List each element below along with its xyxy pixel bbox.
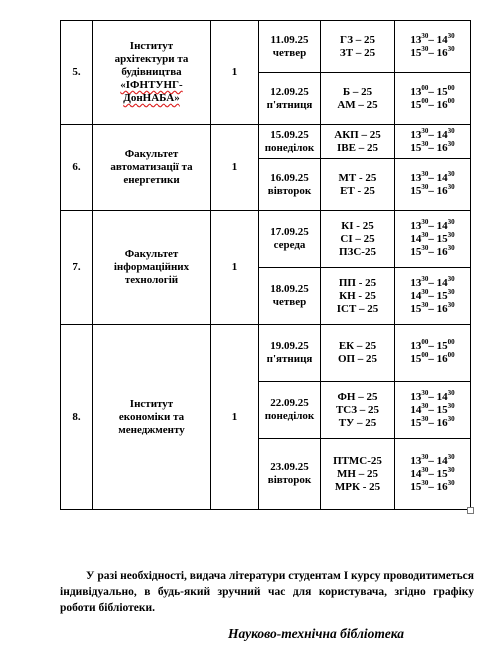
date-cell bbox=[259, 439, 321, 510]
count-cell: 1 bbox=[211, 211, 259, 325]
end-minute: 00 bbox=[447, 351, 455, 359]
end-hour: 16 bbox=[436, 141, 448, 154]
start-hour: 14 bbox=[410, 289, 422, 302]
start-hour: 15 bbox=[410, 245, 422, 258]
group-code: СІ – 25 bbox=[340, 232, 375, 245]
times-cell bbox=[395, 159, 471, 211]
row-number: 6. bbox=[61, 125, 93, 211]
date-cell bbox=[259, 125, 321, 159]
date-cell bbox=[259, 325, 321, 382]
start-minute: 30 bbox=[421, 274, 429, 283]
times-cell bbox=[395, 125, 471, 159]
time-range: $13^{30}-$ $14^{30}$ bbox=[410, 388, 455, 403]
end-minute: 30 bbox=[447, 139, 455, 148]
start-minute: 30 bbox=[421, 465, 429, 474]
table-row bbox=[61, 211, 471, 268]
time-range: $15^{30}-$ $16^{30}$ bbox=[410, 44, 455, 59]
end-hour: 14 bbox=[436, 454, 448, 467]
faculty-line: будівництва bbox=[121, 66, 182, 78]
end-minute: 30 bbox=[447, 243, 455, 252]
start-hour: 13 bbox=[410, 85, 422, 98]
date-cell bbox=[259, 159, 321, 211]
end-minute: 30 bbox=[447, 126, 455, 135]
time-range: $15^{30}-$ $16^{30}$ bbox=[410, 414, 455, 429]
date-value: 15.09.25 bbox=[270, 128, 309, 141]
end-minute: 30 bbox=[447, 230, 455, 239]
row-number: 5. bbox=[61, 21, 93, 125]
times-cell bbox=[395, 268, 471, 325]
end-hour: 16 bbox=[436, 302, 448, 315]
start-hour: 13 bbox=[410, 390, 422, 403]
end-hour: 14 bbox=[436, 276, 448, 289]
end-hour: 16 bbox=[436, 245, 448, 258]
time-range: $15^{30}-$ $16^{30}$ bbox=[410, 182, 455, 197]
group-code: ТУ – 25 bbox=[338, 416, 377, 429]
group-code: ЕТ - 25 bbox=[340, 184, 375, 197]
groups-cell bbox=[321, 125, 395, 159]
start-minute: 30 bbox=[421, 217, 429, 226]
group-code: МН – 25 bbox=[337, 467, 378, 480]
faculty-line: енергетики bbox=[123, 174, 180, 186]
groups-cell bbox=[321, 268, 395, 325]
start-hour: 14 bbox=[410, 467, 422, 480]
time-range: $13^{30}-$ $14^{30}$ bbox=[410, 31, 455, 46]
end-minute: 30 bbox=[447, 31, 455, 40]
group-code: ПЗС-25 bbox=[339, 245, 376, 258]
start-minute: 30 bbox=[421, 414, 429, 423]
start-minute: 30 bbox=[421, 452, 429, 461]
date-value: 17.09.25 bbox=[270, 226, 309, 238]
weekday: четвер bbox=[272, 46, 307, 59]
weekday: вівторок bbox=[267, 474, 312, 486]
group-code: ЕК – 25 bbox=[338, 340, 377, 352]
time-range: $13^{00}-$ $15^{00}$ bbox=[410, 338, 455, 352]
end-hour: 15 bbox=[436, 403, 448, 416]
faculty-name bbox=[93, 325, 211, 510]
time-range: $15^{00}-$ $16^{00}$ bbox=[410, 351, 455, 365]
end-hour: 16 bbox=[436, 184, 448, 197]
start-minute: 30 bbox=[421, 182, 429, 191]
group-code: ПТМС-25 bbox=[333, 454, 382, 467]
group-code: КН - 25 bbox=[339, 289, 376, 302]
end-hour: 16 bbox=[436, 353, 448, 365]
group-code: МРК - 25 bbox=[334, 480, 381, 493]
group-code: МТ - 25 bbox=[338, 171, 377, 184]
date-value: 18.09.25 bbox=[270, 283, 309, 295]
faculty-line: технологій bbox=[124, 274, 179, 286]
end-minute: 00 bbox=[447, 96, 455, 105]
end-minute: 30 bbox=[447, 274, 455, 283]
end-hour: 14 bbox=[436, 390, 448, 403]
faculty-name bbox=[93, 211, 211, 325]
groups-cell bbox=[321, 439, 395, 510]
time-range: $14^{30}-$ $15^{30}$ bbox=[410, 287, 455, 302]
date-cell bbox=[259, 21, 321, 73]
start-hour: 14 bbox=[410, 232, 422, 245]
end-minute: 30 bbox=[447, 300, 455, 309]
end-hour: 14 bbox=[436, 171, 448, 184]
start-hour: 13 bbox=[410, 219, 422, 232]
table-resize-handle[interactable] bbox=[467, 507, 474, 514]
start-hour: 15 bbox=[410, 416, 422, 429]
group-code: ІСТ – 25 bbox=[336, 302, 379, 315]
table-row bbox=[61, 125, 471, 159]
times-cell bbox=[395, 382, 471, 439]
end-hour: 16 bbox=[436, 480, 448, 493]
end-hour: 16 bbox=[436, 46, 448, 59]
date-value: 11.09.25 bbox=[270, 33, 309, 46]
start-hour: 13 bbox=[410, 33, 422, 46]
end-minute: 00 bbox=[447, 338, 455, 346]
end-minute: 30 bbox=[447, 44, 455, 53]
count-cell: 1 bbox=[211, 21, 259, 125]
weekday: п'ятниця bbox=[266, 98, 313, 111]
start-minute: 00 bbox=[421, 83, 429, 92]
weekday: п'ятниця bbox=[266, 353, 313, 365]
times-cell bbox=[395, 21, 471, 73]
end-minute: 30 bbox=[447, 465, 455, 474]
groups-cell bbox=[321, 73, 395, 125]
start-hour: 15 bbox=[410, 141, 422, 154]
end-hour: 16 bbox=[436, 98, 448, 111]
groups-cell bbox=[321, 325, 395, 382]
group-code: ЗТ – 25 bbox=[339, 46, 376, 59]
end-hour: 15 bbox=[436, 85, 448, 98]
weekday: вівторок bbox=[267, 184, 312, 197]
weekday: середа bbox=[273, 239, 306, 251]
group-code: ГЗ – 25 bbox=[339, 33, 376, 46]
end-hour: 15 bbox=[436, 340, 448, 352]
time-range: $14^{30}-$ $15^{30}$ bbox=[410, 465, 455, 480]
faculty-name bbox=[93, 21, 211, 125]
table-row bbox=[61, 21, 471, 73]
faculty-line: Факультет bbox=[124, 148, 179, 160]
time-range: $15^{30}-$ $16^{30}$ bbox=[410, 478, 455, 493]
end-minute: 30 bbox=[447, 478, 455, 487]
date-cell bbox=[259, 268, 321, 325]
start-minute: 30 bbox=[421, 44, 429, 53]
date-value: 12.09.25 bbox=[270, 85, 309, 98]
time-range: $13^{30}-$ $14^{30}$ bbox=[410, 126, 455, 141]
note-paragraph: У разі необхідності, видача літератури студентам І курсу проводитиметься індивідуально, в будь-який зручний час для користувача, згідно графіку роботи бібліотеки. bbox=[60, 569, 474, 614]
date-cell bbox=[259, 73, 321, 125]
end-hour: 14 bbox=[436, 219, 448, 232]
end-minute: 30 bbox=[447, 287, 455, 296]
time-range: $13^{00}-$ $15^{00}$ bbox=[410, 83, 455, 98]
start-hour: 15 bbox=[410, 98, 422, 111]
date-value: 23.09.25 bbox=[270, 461, 309, 473]
faculty-line: Інститут bbox=[129, 397, 174, 410]
faculty-line: інформаційних bbox=[113, 261, 190, 273]
end-minute: 30 bbox=[447, 401, 455, 410]
group-code: ІВЕ – 25 bbox=[337, 141, 378, 154]
start-hour: 13 bbox=[410, 340, 422, 352]
group-code: АМ – 25 bbox=[337, 98, 378, 111]
time-range: $15^{00}-$ $16^{00}$ bbox=[410, 96, 455, 111]
count-cell: 1 bbox=[211, 125, 259, 211]
group-code: КІ - 25 bbox=[341, 219, 374, 232]
group-code: ОП – 25 bbox=[337, 353, 378, 365]
time-range: $14^{30}-$ $15^{30}$ bbox=[410, 230, 455, 245]
end-hour: 16 bbox=[436, 416, 448, 429]
date-cell bbox=[259, 382, 321, 439]
end-hour: 15 bbox=[436, 467, 448, 480]
times-cell bbox=[395, 211, 471, 268]
table-row bbox=[61, 325, 471, 382]
end-minute: 30 bbox=[447, 452, 455, 461]
date-cell bbox=[259, 211, 321, 268]
group-code: ПП - 25 bbox=[338, 276, 377, 289]
group-code: Б – 25 bbox=[342, 85, 373, 98]
start-minute: 30 bbox=[421, 31, 429, 40]
start-minute: 30 bbox=[421, 169, 429, 178]
date-value: 19.09.25 bbox=[270, 340, 309, 352]
faculty-line: архітектури та bbox=[114, 53, 189, 65]
faculty-line: «ІФНТУНГ- bbox=[120, 79, 183, 91]
end-hour: 14 bbox=[436, 128, 448, 141]
start-minute: 30 bbox=[421, 401, 429, 410]
end-hour: 15 bbox=[436, 232, 448, 245]
faculty-line: економіки та bbox=[118, 410, 185, 423]
end-hour: 15 bbox=[436, 289, 448, 302]
groups-cell bbox=[321, 21, 395, 73]
end-minute: 30 bbox=[447, 169, 455, 178]
start-minute: 30 bbox=[421, 126, 429, 135]
signature: Науково-технічна бібліотека bbox=[228, 626, 404, 641]
end-hour: 14 bbox=[436, 33, 448, 46]
group-code: АКП – 25 bbox=[334, 128, 381, 141]
count-cell: 1 bbox=[211, 325, 259, 510]
faculty-line: менеджменту bbox=[118, 423, 185, 436]
start-hour: 13 bbox=[410, 454, 422, 467]
time-range: $13^{30}-$ $14^{30}$ bbox=[410, 274, 455, 289]
time-range: $13^{30}-$ $14^{30}$ bbox=[410, 217, 455, 232]
weekday: четвер bbox=[272, 296, 307, 308]
start-hour: 13 bbox=[410, 171, 422, 184]
times-cell bbox=[395, 325, 471, 382]
start-minute: 00 bbox=[421, 351, 429, 359]
start-minute: 00 bbox=[421, 96, 429, 105]
end-minute: 00 bbox=[447, 83, 455, 92]
start-hour: 15 bbox=[410, 480, 422, 493]
groups-cell bbox=[321, 382, 395, 439]
end-minute: 30 bbox=[447, 217, 455, 226]
time-range: $15^{30}-$ $16^{30}$ bbox=[410, 300, 455, 315]
time-range: $14^{30}-$ $15^{30}$ bbox=[410, 401, 455, 416]
times-cell bbox=[395, 73, 471, 125]
end-minute: 30 bbox=[447, 388, 455, 397]
times-cell bbox=[395, 439, 471, 510]
start-hour: 13 bbox=[410, 276, 422, 289]
weekday: понеділок bbox=[264, 141, 315, 154]
faculty-name bbox=[93, 125, 211, 211]
start-minute: 30 bbox=[421, 300, 429, 309]
start-minute: 30 bbox=[421, 139, 429, 148]
start-hour: 15 bbox=[410, 302, 422, 315]
time-range: $13^{30}-$ $14^{30}$ bbox=[410, 452, 455, 467]
group-code: ТСЗ – 25 bbox=[335, 403, 380, 416]
start-hour: 13 bbox=[410, 128, 422, 141]
end-minute: 30 bbox=[447, 414, 455, 423]
faculty-line: Інститут bbox=[129, 40, 174, 52]
faculty-line: Факультет bbox=[124, 248, 179, 260]
start-minute: 30 bbox=[421, 388, 429, 397]
weekday: понеділок bbox=[264, 410, 315, 422]
start-minute: 30 bbox=[421, 478, 429, 487]
time-range: $15^{30}-$ $16^{30}$ bbox=[410, 243, 455, 258]
start-hour: 15 bbox=[410, 184, 422, 197]
start-hour: 14 bbox=[410, 403, 422, 416]
start-minute: 30 bbox=[421, 230, 429, 239]
row-number: 8. bbox=[61, 325, 93, 510]
end-minute: 30 bbox=[447, 182, 455, 191]
start-hour: 15 bbox=[410, 353, 422, 365]
group-code: ФН – 25 bbox=[337, 390, 378, 403]
date-value: 22.09.25 bbox=[270, 397, 309, 409]
time-range: $13^{30}-$ $14^{30}$ bbox=[410, 169, 455, 184]
faculty-line: ДонНАБА» bbox=[123, 92, 180, 104]
start-minute: 00 bbox=[421, 338, 429, 346]
groups-cell bbox=[321, 211, 395, 268]
groups-cell bbox=[321, 159, 395, 211]
schedule-table bbox=[60, 20, 471, 510]
row-number: 7. bbox=[61, 211, 93, 325]
date-value: 16.09.25 bbox=[270, 171, 309, 184]
start-minute: 30 bbox=[421, 287, 429, 296]
start-hour: 15 bbox=[410, 46, 422, 59]
time-range: $15^{30}-$ $16^{30}$ bbox=[410, 139, 455, 154]
start-minute: 30 bbox=[421, 243, 429, 252]
faculty-line: автоматизації та bbox=[110, 161, 193, 173]
